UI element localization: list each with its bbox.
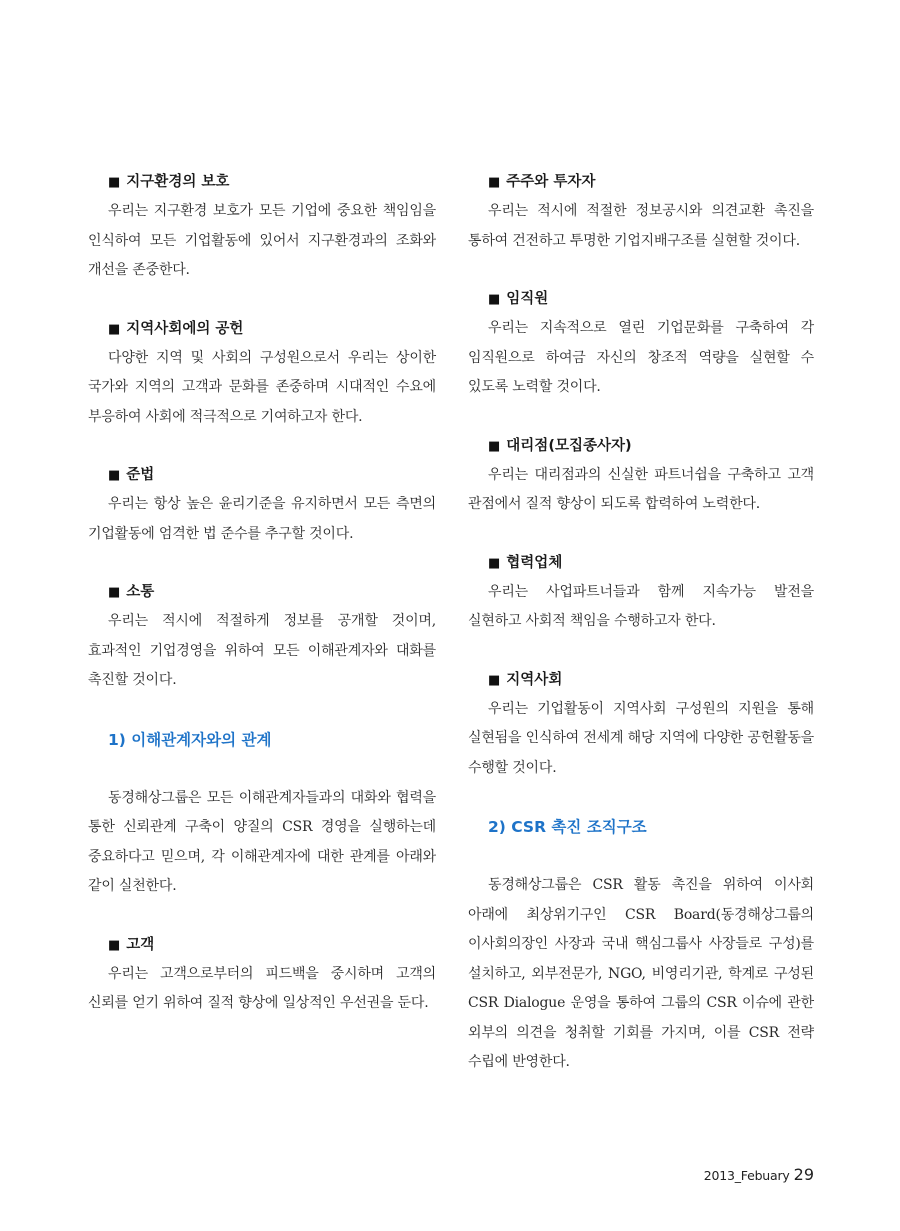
section-heading [468,666,814,695]
heading-text: 대리점(모집종사자) [506,437,632,454]
page-number: 29 [793,1165,814,1184]
csr-structure-paragraph: 동경해상그룹은 CSR 활동 촉진을 위하여 이사회 아래에 최상위기구인 CSR Board(동경해상그룹의 이사회의장인 사장과 국내 핵심그룹사 사장들로 구성)를 설치하고, 외부전문가, NGO, 비영리기관, 학계로 구성된 CSR Dialogue 운영을 통하여 그룹의 CSR 이슈에 관한 외부의 의견을 청취할 기회를 가지며, 이를 CSR 전략 수립에 반영한다. [468,877,814,1070]
section-body: 우리는 사업파트너들과 함께 지속가능 발전을 실현하고 사회적 책임을 수행하고자 한다. [468,583,814,629]
section-heading [88,461,436,490]
section-community-contribution [88,315,436,433]
subsection-title-csr-structure: 2) CSR 촉진 조직구조 [488,818,647,836]
section-heading [88,168,436,197]
section-heading [468,432,814,461]
issue-label: 2013_Febuary [703,1168,790,1183]
square-bullet-icon: ■ [108,321,121,337]
section-body: 우리는 지구환경 보호가 모든 기업에 중요한 책임임을 인식하여 모든 기업활동에 있어서 지구환경과의 조화와 개선을 존중한다. [88,203,436,278]
right-column [468,168,814,1078]
square-bullet-icon: ■ [488,438,501,454]
heading-text: 지역사회에의 공헌 [126,320,244,337]
section-heading [468,549,814,578]
section-heading [88,315,436,344]
section-body: 우리는 적시에 적절한 정보공시와 의견교환 촉진을 통하여 건전하고 투명한 기업지배구조를 실현할 것이다. [468,203,814,249]
square-bullet-icon: ■ [488,292,501,307]
heading-text: 임직원 [506,291,549,307]
square-bullet-icon: ■ [108,585,121,600]
square-bullet-icon: ■ [488,175,501,190]
heading-text: 협력업체 [506,554,563,571]
heading-text: 지역사회 [506,671,563,688]
page-footer [704,1165,814,1184]
section-employees [468,285,814,403]
heading-text: 고객 [126,936,155,953]
square-bullet-icon: ■ [108,175,121,190]
square-bullet-icon: ■ [488,555,501,571]
section-local-community [468,666,814,784]
section-heading [88,931,436,960]
section-body: 우리는 항상 높은 윤리기준을 유지하면서 모든 측면의 기업활동에 엄격한 법 준수를 추구할 것이다. [88,496,436,542]
heading-text: 소통 [126,584,155,600]
section-body: 우리는 적시에 적절하게 정보를 공개할 것이며, 효과적인 기업경영을 위하여 모든 이해관계자와 대화를 촉진할 것이다. [88,613,436,688]
heading-text: 지구환경의 보호 [126,174,230,190]
section-body: 우리는 지속적으로 열린 기업문화를 구축하여 각 임직원으로 하여금 자신의 창조적 역량을 실현할 수 있도록 노력할 것이다. [468,320,814,395]
square-bullet-icon: ■ [488,672,501,688]
stakeholders-intro-paragraph: 동경해상그룹은 모든 이해관계자들과의 대화와 협력을 통한 신뢰관계 구축이 양질의 CSR 경영을 실행하는데 중요하다고 믿으며, 각 이해관계자에 대한 관계를 아래와 같이 실천한다. [88,789,436,894]
section-body: 우리는 기업활동이 지역사회 구성원의 지원을 통해 실현됨을 인식하여 전세계 해당 지역에 다양한 공헌활동을 수행할 것이다. [468,700,814,776]
square-bullet-icon: ■ [108,468,121,483]
section-partners [468,549,814,637]
subsection-title-stakeholders: 1) 이해관계자와의 관계 [108,730,272,749]
section-heading [88,578,436,607]
section-environment [88,168,436,286]
section-customers [88,931,436,1019]
heading-text: 준법 [126,467,155,483]
square-bullet-icon: ■ [108,937,121,953]
section-agencies [468,432,814,520]
section-compliance [88,461,436,549]
section-body: 다양한 지역 및 사회의 구성원으로서 우리는 상이한 국가와 지역의 고객과 문화를 존중하며 시대적인 수요에 부응하여 사회에 적극적으로 기여하고자 한다. [88,349,436,425]
section-communication [88,578,436,696]
section-heading [468,168,814,197]
section-body: 우리는 고객으로부터의 피드백을 중시하며 고객의 신뢰를 얻기 위하여 질적 향상에 일상적인 우선권을 둔다. [88,965,436,1011]
section-body: 우리는 대리점과의 신실한 파트너쉽을 구축하고 고객 관점에서 질적 향상이 되도록 합력하여 노력한다. [468,466,814,512]
left-column [88,168,436,1019]
section-shareholders [468,168,814,256]
section-heading [468,285,814,314]
heading-text: 주주와 투자자 [506,174,596,190]
